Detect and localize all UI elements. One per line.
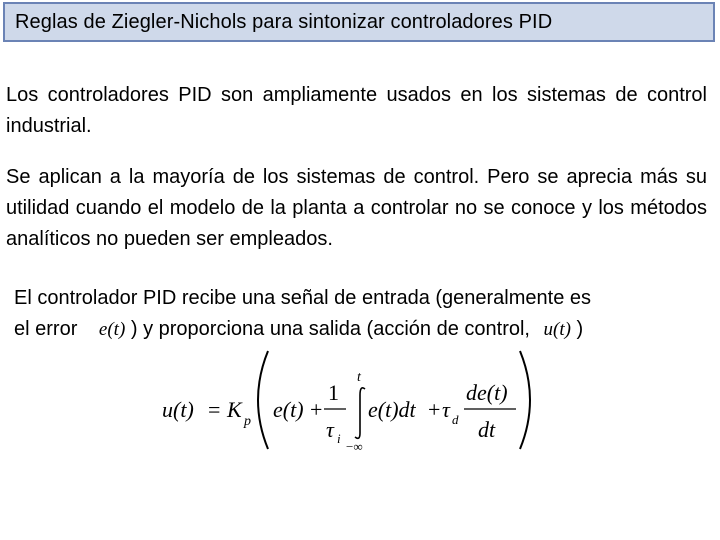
eq-tau-d: τ xyxy=(442,397,450,422)
eq-gain: K xyxy=(227,397,242,422)
paragraph-controller xyxy=(14,283,707,345)
error-prefix-text: el error xyxy=(14,318,78,340)
pid-equation xyxy=(160,345,540,455)
eq-deriv-num: de(t) xyxy=(466,380,508,405)
eq-deriv-den: dt xyxy=(478,417,496,442)
paragraph-controller-line1: El controlador PID recibe una señal de entrada (generalmente es xyxy=(14,287,592,309)
slide-title: Reglas de Ziegler-Nichols para sintonizar controladores PID xyxy=(15,10,553,33)
eq-gain-sub: p xyxy=(244,414,251,429)
eq-int-lower: −∞ xyxy=(346,439,363,454)
output-symbol: u(t) xyxy=(543,319,571,340)
eq-lhs: u(t) xyxy=(162,397,194,422)
title-bar xyxy=(3,2,715,42)
output-middle-text: ) y proporciona una salida (acción de control, xyxy=(130,318,530,340)
paragraph-application: Se aplican a la mayoría de los sistemas de control. Pero se aprecia más su utilidad cuando el modelo de la planta a controlar no se conoce y los métodos analíticos no pueden ser empleados. xyxy=(6,166,707,250)
eq-frac-den-sub: i xyxy=(337,431,341,446)
eq-right-paren xyxy=(520,351,530,449)
paragraph-controller-line2 xyxy=(14,314,707,345)
eq-frac-num: 1 xyxy=(328,380,339,405)
eq-plus2: + xyxy=(428,397,441,422)
paragraph-intro: Los controladores PID son ampliamente usados en los sistemas de control industrial. xyxy=(6,84,707,137)
eq-equals: = xyxy=(208,397,221,422)
eq-tau-d-sub: d xyxy=(452,412,459,427)
eq-frac-den: τ xyxy=(326,417,334,442)
eq-int-upper: t xyxy=(357,370,361,385)
eq-integrand: e(t)dt xyxy=(368,397,416,422)
eq-plus1: + xyxy=(310,397,323,422)
eq-left-paren xyxy=(258,351,268,449)
error-symbol: e(t) xyxy=(98,319,126,340)
output-suffix-text: ) xyxy=(576,318,584,340)
eq-term1: e(t) xyxy=(273,397,304,422)
eq-integral-sign xyxy=(355,388,365,438)
